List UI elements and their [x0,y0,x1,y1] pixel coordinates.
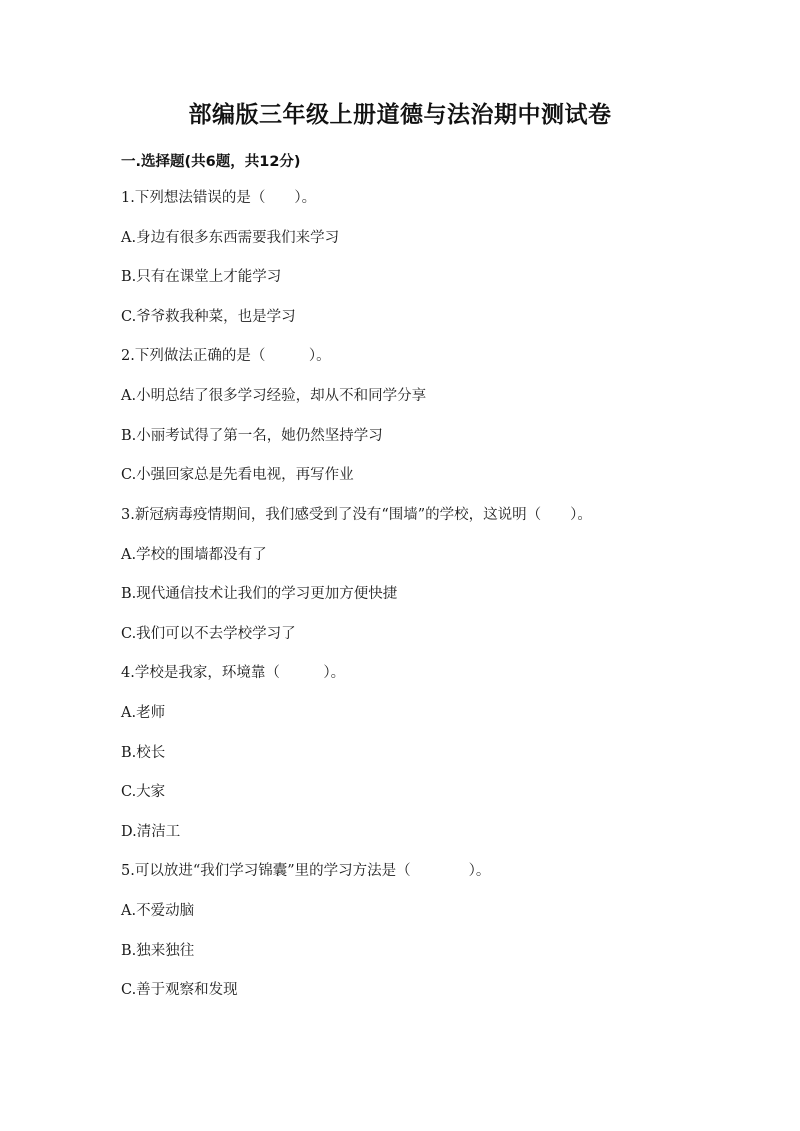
question-5-option-b: B.独来独往 [121,943,195,959]
question-1-stem: 1.下列想法错误的是（ ）。 [121,190,317,206]
question-2-option-c: C.小强回家总是先看电视，再写作业 [121,467,354,483]
question-4-option-d: D.清洁工 [121,824,181,840]
question-5-stem: 5.可以放进“我们学习锦囊”里的学习方法是（ ）。 [121,863,491,879]
question-4-stem: 4.学校是我家，环境靠（ ）。 [121,665,346,681]
question-2-stem: 2.下列做法正确的是（ ）。 [121,348,331,364]
question-1-option-b: B.只有在课堂上才能学习 [121,269,282,285]
question-1-option-a: A.身边有很多东西需要我们来学习 [121,230,340,246]
question-5-option-c: C.善于观察和发现 [121,982,238,998]
question-3-option-c: C.我们可以不去学校学习了 [121,626,296,642]
question-4-option-a: A.老师 [121,705,166,721]
page-title: 部编版三年级上册道德与法治期中测试卷 [188,102,612,128]
question-3-stem: 3.新冠病毒疫情期间，我们感受到了没有“围墙”的学校，这说明（ ）。 [121,507,592,523]
question-2-option-b: B.小丽考试得了第一名，她仍然坚持学习 [121,428,383,444]
question-2-option-a: A.小明总结了很多学习经验，却从不和同学分享 [121,388,427,404]
question-1-option-c: C.爷爷救我种菜，也是学习 [121,309,296,325]
question-3-option-b: B.现代通信技术让我们的学习更加方便快捷 [121,586,398,602]
section-header: 一.选择题(共6题，共12分) [121,154,301,170]
question-3-option-a: A.学校的围墙都没有了 [121,547,267,563]
question-5-option-a: A.不爱动脑 [121,903,195,919]
question-4-option-b: B.校长 [121,745,166,761]
question-4-option-c: C.大家 [121,784,166,800]
